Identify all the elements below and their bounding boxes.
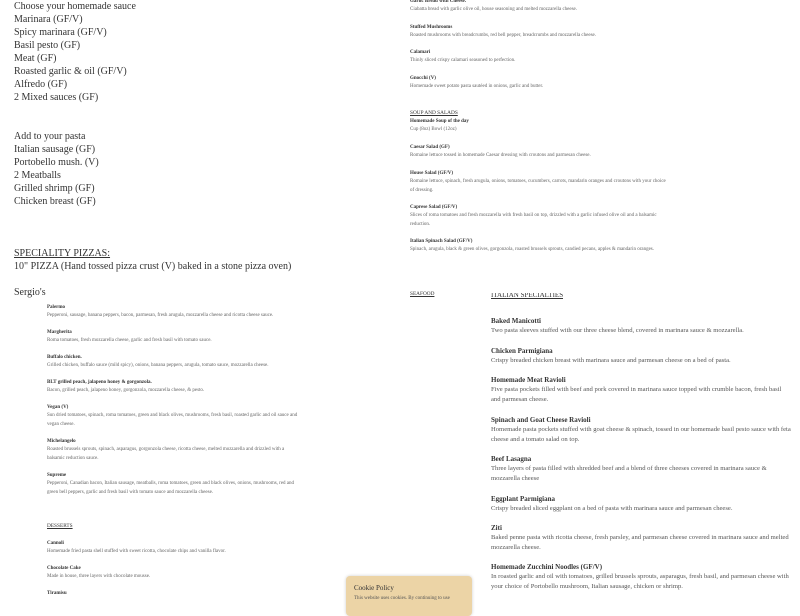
menu-item-description: Sun dried tomatoes, spinach, roma tomatoes, green and black olives, mushrooms, fresh basil, roasted garlic and oil sauce and vegan cheese. — [47, 413, 298, 427]
menu-item-name: Cannoli — [47, 541, 64, 546]
addons-item: Chicken breast (GF) — [14, 196, 96, 207]
menu-item-description: Slices of roma tomatoes and fresh mozzarella with fresh basil on top, drizzled with a garlic infused olive oil and a balsamic reduction. — [410, 213, 657, 227]
menu-item-name: Buffalo chicken. — [47, 355, 82, 360]
menu-item-description: Romaine lettuce, spinach, fresh arugula, onions, tomatoes, cucumbers, carrots, mandarin oranges and croutons with your choice of dressing. — [410, 179, 666, 193]
menu-item — [491, 375, 791, 405]
menu-item-name: Stuffed Mushrooms — [410, 25, 453, 30]
menu-item-name: BLT grilled peach, jalapeno honey & gorgonzola. — [47, 380, 152, 385]
menu-item — [47, 354, 302, 371]
menu-item — [410, 204, 668, 229]
menu-item-name: Vegan (V) — [47, 405, 69, 410]
sauce-item: Roasted garlic & oil (GF/V) — [14, 66, 127, 77]
menu-item-name: Margherita — [47, 330, 72, 335]
addons-item: Portobello mush. (V) — [14, 157, 99, 168]
menu-item-name: Beef Lasagna — [491, 455, 532, 463]
menu-item-name: Eggplant Parmigiana — [491, 495, 555, 503]
menu-item — [47, 379, 302, 396]
menu-item-name: Spinach and Goat Cheese Ravioli — [491, 416, 591, 424]
menu-item — [491, 562, 791, 592]
menu-item — [410, 24, 665, 41]
sauce-heading: Choose your homemade sauce — [14, 1, 136, 12]
addons-item: 2 Meatballs — [14, 170, 61, 181]
menu-item-description: Homemade pasta pockets stuffed with goat cheese & spinach, tossed in our homemade basil pesto sauce with feta cheese and a tomato salad on top. — [491, 426, 791, 443]
menu-item-name: Homemade Soup of the day — [410, 119, 469, 124]
menu-item-name: Chocolate Cake — [47, 566, 81, 571]
sauce-item: Basil pesto (GF) — [14, 40, 81, 51]
menu-item-name: House Salad (GF/V) — [410, 171, 454, 176]
menu-item-name: Palermo — [47, 305, 66, 310]
menu-item-description: Made in house, three layers with chocolate mousse. — [47, 574, 151, 579]
menu-item-name: Gnocchi (V) — [410, 76, 436, 81]
seafood-heading: SEAFOOD — [410, 291, 435, 297]
menu-item — [491, 494, 791, 514]
menu-item — [410, 144, 668, 161]
brand-name: Sergio's — [14, 287, 46, 298]
menu-item-name: Baked Manicotti — [491, 317, 541, 325]
menu-item-description: Pepperoni, Canadian bacon, Italian sausage, meatballs, roma tomatoes, green and black olives, onions, mushrooms, red and green bell peppers, garlic and fresh basil with tomato sauce and mozzarella cheese. — [47, 481, 295, 495]
menu-item — [491, 415, 791, 445]
menu-item-description: Cup (8oz) Bowl (12oz) — [410, 127, 457, 132]
menu-item — [47, 472, 302, 497]
menu-item-description: Homemade fried pasta shell stuffed with sweet ricotta, chocolate chips and vanilla flavor. — [47, 549, 226, 554]
menu-item-description: Spinach, arugula, black & green olives, gorgonzola, roasted brussels sprouts, candied pecans, apples & mandarin oranges. — [410, 247, 655, 252]
sauce-item: 2 Mixed sauces (GF) — [14, 92, 99, 103]
menu-item-description: Bacon, grilled peach, jalapeno honey, gorgonzola, mozzarella cheese, & pesto. — [47, 388, 205, 393]
cookie-policy-banner[interactable] — [346, 576, 472, 616]
menu-item-description: Roasted brussels sprouts, spinach, asparagus, gorgonzola cheese, ricotta cheese, melted mozzarella and drizzled with a balsamic reduction sauce. — [47, 447, 285, 461]
cookie-body: This website uses cookies. By continuing to use — [354, 596, 450, 601]
menu-item — [410, 0, 665, 15]
menu-item-name: Homemade Zucchini Noodles (GF/V) — [491, 563, 603, 571]
menu-item-description: Roasted mushrooms with breadcrumbs, red bell pepper, breadcrumbs and mozzarella cheese. — [410, 33, 596, 38]
italian-specialties-heading: ITALIAN SPECIALTIES — [491, 293, 564, 299]
sauce-item: Marinara (GF/V) — [14, 14, 83, 25]
menu-item — [491, 454, 791, 484]
menu-item-description: Homemade sweet potato pasta sautéed in onions, garlic and butter. — [410, 84, 544, 89]
menu-item — [47, 329, 302, 346]
menu-item-description: Three layers of pasta filled with shredded beef and a blend of three cheeses covered in marinara sauce & mozzarella cheese — [491, 465, 767, 482]
menu-item-description: Pepperoni, sausage, banana peppers, bacon, parmesan, fresh arugula, mozzarella cheese and ricotta cheese sauce. — [47, 313, 274, 318]
pizzas-subheading: 10" PIZZA (Hand tossed pizza crust (V) baked in a stone pizza oven) — [14, 261, 292, 272]
menu-item-description: Two pasta sleeves stuffed with our three cheese blend, covered in marinara sauce & mozzarella. — [491, 327, 744, 334]
menu-item-description: Five pasta pockets filled with beef and pork covered in marinara sauce topped with crumble bacon, fresh basil and parmesan cheese. — [491, 386, 782, 403]
menu-item-description: Baked penne pasta with ricotta cheese, fresh parsley, and parmesan cheese covered in marinara sauce and melted mozzarella cheese. — [491, 534, 789, 551]
menu-item-name: Ziti — [491, 524, 502, 532]
menu-item — [491, 346, 791, 366]
menu-item-name: Homemade Meat Ravioli — [491, 376, 566, 384]
menu-item — [491, 523, 791, 553]
sauce-item: Spicy marinara (GF/V) — [14, 27, 107, 38]
menu-item — [47, 565, 302, 582]
menu-item-description: Grilled chicken, buffalo sauce (mild spicy), onions, banana peppers, arugula, tomato sauce, mozzarella cheese. — [47, 363, 269, 368]
menu-item — [47, 304, 302, 321]
menu-item-name: Michelangelo — [47, 439, 76, 444]
menu-item — [491, 316, 791, 336]
menu-item-description: Romaine lettuce tossed in homemade Caesar dressing with croutons and parmesan cheese. — [410, 153, 591, 158]
menu-item-description: Thinly sliced crispy calamari seasoned to perfection. — [410, 58, 516, 63]
addons-heading: Add to your pasta — [14, 131, 86, 142]
menu-item-description: Roma tomatoes, fresh mozzarella cheese, garlic and fresh basil with tomato sauce. — [47, 338, 212, 343]
soup-salads-heading: SOUP AND SALADS — [410, 110, 458, 116]
menu-item-name: Calamari — [410, 50, 431, 55]
menu-item-description: In roasted garlic and oil with tomatoes, grilled brussels sprouts, asparagus, fresh basil, and parmesan cheese with your choice of Portobello mushroom, Italian sausage, chicken or shrimp. — [491, 573, 789, 590]
menu-item-description: Crispy breaded sliced eggplant on a bed of pasta with marinara sauce and parmesan cheese. — [491, 505, 733, 512]
menu-item-name: Caesar Salad (GF) — [410, 145, 450, 150]
menu-item-name: Tiramisu — [47, 591, 67, 596]
cookie-title: Cookie Policy — [354, 584, 394, 592]
menu-item — [47, 540, 302, 557]
menu-item — [410, 118, 668, 135]
menu-item-name: Garlic Bread with Cheese. — [410, 0, 467, 4]
menu-item-description: Crispy breaded chicken breast with marinara sauce and parmesan cheese on a bed of pasta. — [491, 357, 731, 364]
desserts-heading: DESSERTS — [47, 523, 73, 529]
sauce-item: Meat (GF) — [14, 53, 57, 64]
menu-item — [47, 404, 302, 429]
menu-item-name: Italian Spinach Salad (GF/V) — [410, 239, 473, 244]
pizzas-heading: SPECIALITY PIZZAS: — [14, 248, 111, 259]
menu-item — [47, 438, 302, 463]
menu-item — [410, 238, 668, 255]
menu-item — [410, 75, 665, 92]
menu-item-description: Ciabatta bread with garlic olive oil, house seasoning and melted mozzarella cheese. — [410, 7, 578, 12]
menu-item-name: Supreme — [47, 473, 67, 478]
menu-item — [47, 590, 302, 598]
addons-item: Italian sausage (GF) — [14, 144, 96, 155]
menu-item — [410, 49, 665, 66]
sauce-item: Alfredo (GF) — [14, 79, 68, 90]
addons-item: Grilled shrimp (GF) — [14, 183, 95, 194]
menu-item-name: Chicken Parmigiana — [491, 347, 553, 355]
menu-item-name: Caprese Salad (GF/V) — [410, 205, 458, 210]
menu-item — [410, 170, 668, 195]
